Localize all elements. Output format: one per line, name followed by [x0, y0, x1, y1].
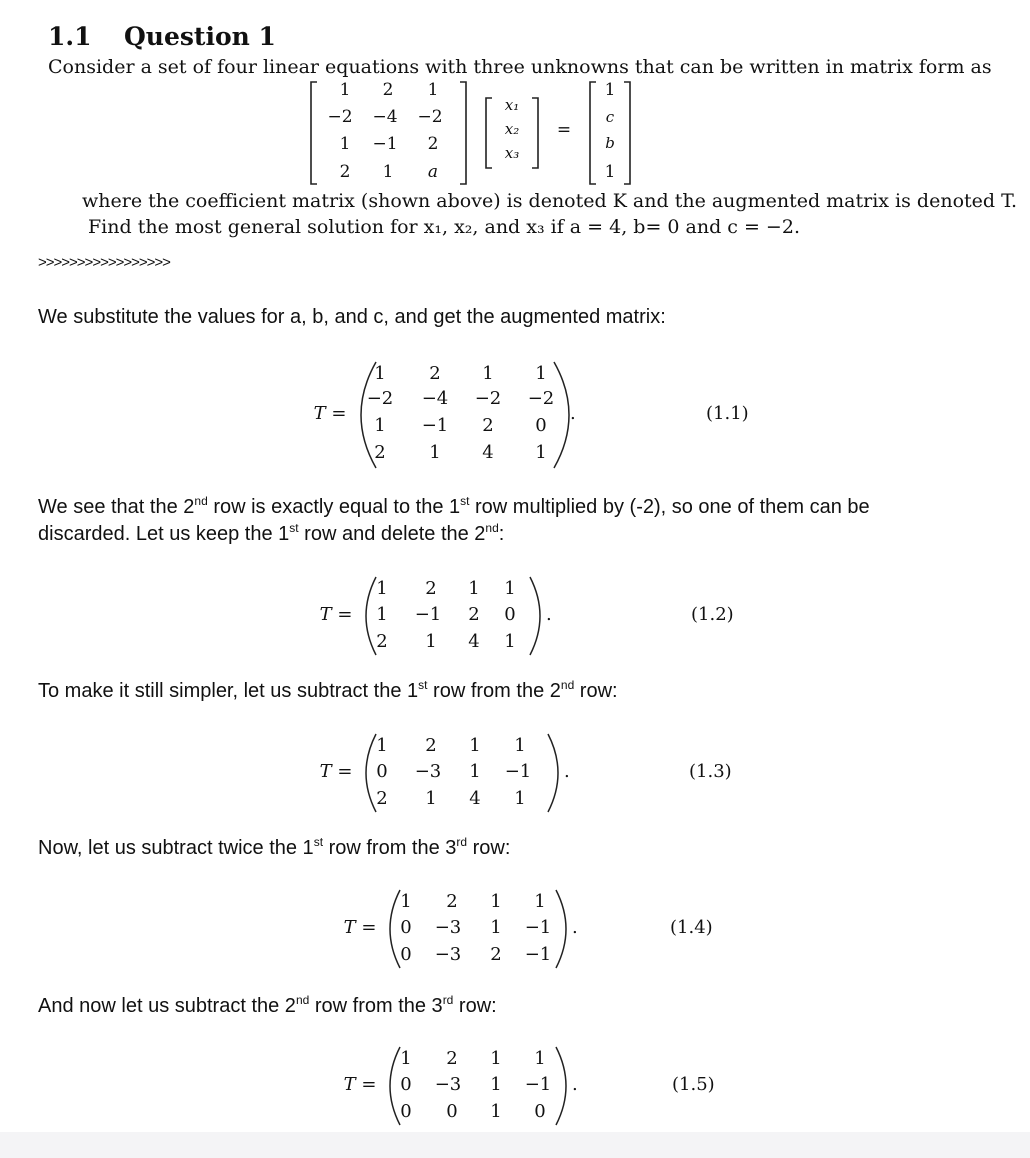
matrix-cell: 1 — [376, 578, 388, 599]
equation — [300, 1046, 1020, 1126]
matrix-period: . — [572, 917, 578, 938]
step-text-part: : — [498, 523, 505, 545]
k-cell: −2 — [417, 107, 443, 127]
equation-lhs: T = — [343, 1074, 377, 1095]
equation — [300, 889, 1020, 969]
x-cell: x₂ — [504, 120, 520, 138]
matrix-cell: 1 — [504, 631, 516, 652]
matrix-cell: 2 — [425, 578, 437, 599]
matrix-cell: −2 — [474, 388, 502, 409]
matrix-cell: −1 — [414, 604, 442, 625]
matrix-cell: 1 — [490, 891, 502, 912]
matrix-period: . — [572, 1074, 578, 1095]
equation-number: (1.4) — [670, 917, 713, 938]
step-text-part: Now, let us subtract twice the 1 — [38, 837, 314, 859]
matrix-cell: 1 — [482, 363, 494, 384]
page-footer-band — [0, 1132, 1030, 1158]
step-text-part: row from the 3 — [323, 837, 457, 859]
matrix-cell: −3 — [414, 761, 442, 782]
matrix-cell: −1 — [421, 415, 449, 436]
matrix-cell: 1 — [534, 1048, 546, 1069]
step-text-part: discarded. Let us keep the 1 — [38, 523, 290, 545]
matrix-cell: −2 — [366, 388, 394, 409]
ordinal-suffix: st — [289, 521, 299, 535]
equation — [300, 360, 1020, 470]
matrix-cell: 0 — [400, 917, 412, 938]
k-cell: 1 — [382, 162, 394, 182]
matrix-cell: 1 — [490, 1074, 502, 1095]
question-find: Find the most general solution for x₁, x₂, and x₃ if a = 4, b= 0 and c = −2. — [88, 216, 800, 238]
matrix-period: . — [570, 403, 576, 424]
step-text-part: We substitute the values for a, b, and c, and get the augmented matrix: — [38, 306, 666, 328]
matrix-cell: 1 — [490, 1101, 502, 1122]
matrix-cell: 0 — [534, 1101, 546, 1122]
step-text-part: To make it still simpler, let us subtract the 1 — [38, 680, 419, 702]
equation-lhs: T = — [319, 604, 353, 625]
matrix-cell: 2 — [482, 415, 494, 436]
step-text-part: row multiplied by (-2), so one of them can be — [469, 496, 870, 518]
matrix-cell: −2 — [527, 388, 555, 409]
matrix-cell: 2 — [468, 604, 480, 625]
step-text-part: row from the 2 — [427, 680, 561, 702]
step-text-part: We see that the 2 — [38, 496, 195, 518]
rhs-cell: 1 — [604, 80, 616, 100]
matrix-cell: 2 — [374, 442, 386, 463]
ordinal-suffix: rd — [442, 993, 454, 1007]
matrix-cell: 0 — [504, 604, 516, 625]
matrix-cell: 2 — [446, 891, 458, 912]
k-cell: a — [427, 162, 439, 182]
step-text-part: row: — [453, 995, 497, 1017]
step-text-part: And now let us subtract the 2 — [38, 995, 296, 1017]
k-cell: −2 — [327, 107, 353, 127]
k-matrix — [300, 76, 660, 188]
step-text-part: row: — [467, 837, 511, 859]
k-cell: 2 — [339, 162, 351, 182]
step-text-part: row from the 3 — [309, 995, 443, 1017]
equation-number: (1.5) — [672, 1074, 715, 1095]
matrix-cell: 1 — [374, 415, 386, 436]
matrix-cell: 1 — [535, 442, 547, 463]
matrix-cell: −3 — [434, 944, 462, 965]
separator: >>>>>>>>>>>>>>>>> — [38, 254, 170, 271]
matrix-cell: 1 — [514, 788, 526, 809]
ordinal-suffix: nd — [194, 494, 208, 508]
equation-number: (1.3) — [689, 761, 732, 782]
rhs-cell: c — [605, 108, 615, 126]
equation-lhs: T = — [319, 761, 353, 782]
matrix-cell: 1 — [400, 891, 412, 912]
matrix-cell: 1 — [504, 578, 516, 599]
ordinal-suffix: st — [418, 678, 428, 692]
equation-number: (1.2) — [691, 604, 734, 625]
step-text — [38, 306, 666, 329]
step-text — [38, 494, 998, 548]
step-text — [38, 995, 497, 1018]
step-text-part: row: — [574, 680, 618, 702]
matrix-cell: 4 — [482, 442, 494, 463]
matrix-cell: 0 — [400, 944, 412, 965]
matrix-cell: 2 — [490, 944, 502, 965]
matrix-period: . — [546, 604, 552, 625]
page-title: Question 1 — [124, 22, 276, 51]
rhs-cell: b — [605, 134, 615, 152]
ordinal-suffix: rd — [456, 835, 468, 849]
matrix-cell: 2 — [425, 735, 437, 756]
k-cell: 1 — [339, 80, 351, 100]
matrix-cell: 1 — [469, 761, 481, 782]
ordinal-suffix: nd — [485, 521, 499, 535]
ordinal-suffix: st — [313, 835, 324, 849]
matrix-cell: −3 — [434, 1074, 462, 1095]
k-cell: −1 — [372, 134, 398, 154]
ordinal-suffix: nd — [560, 678, 575, 692]
matrix-cell: 4 — [469, 788, 481, 809]
matrix-cell: 1 — [376, 735, 388, 756]
k-cell: 2 — [427, 134, 439, 154]
matrix-cell: 1 — [490, 1048, 502, 1069]
matrix-cell: 0 — [446, 1101, 458, 1122]
matrix-period: . — [564, 761, 570, 782]
matrix-cell: −4 — [421, 388, 449, 409]
matrix-cell: −1 — [524, 1074, 552, 1095]
matrix-cell: 1 — [490, 917, 502, 938]
matrix-cell: 1 — [400, 1048, 412, 1069]
k-cell: 2 — [382, 80, 394, 100]
matrix-cell: 0 — [535, 415, 547, 436]
matrix-cell: 1 — [468, 578, 480, 599]
step-text-part: row and delete the 2 — [298, 523, 486, 545]
matrix-cell: 1 — [514, 735, 526, 756]
equation-lhs: T = — [313, 403, 347, 424]
equation-lhs: T = — [343, 917, 377, 938]
matrix-parens — [300, 576, 600, 656]
matrix-cell: 2 — [376, 631, 388, 652]
matrix-cell: 2 — [429, 363, 441, 384]
matrix-cell: 1 — [425, 631, 437, 652]
matrix-cell: 1 — [429, 442, 441, 463]
matrix-cell: 1 — [535, 363, 547, 384]
ordinal-suffix: nd — [295, 993, 310, 1007]
matrix-cell: 1 — [534, 891, 546, 912]
matrix-cell: 0 — [376, 761, 388, 782]
section-number: 1.1 — [48, 22, 92, 51]
matrix-cell: 2 — [446, 1048, 458, 1069]
equals-sign: = — [556, 120, 572, 140]
x-cell: x₃ — [504, 144, 520, 162]
rhs-cell: 1 — [604, 162, 616, 182]
matrix-cell: −1 — [524, 917, 552, 938]
matrix-cell: 1 — [374, 363, 386, 384]
matrix-cell: −3 — [434, 917, 462, 938]
matrix-cell: 0 — [400, 1101, 412, 1122]
k-cell: −4 — [372, 107, 398, 127]
question-where: where the coefficient matrix (shown above) is denoted K and the augmented matrix is denoted T. — [82, 190, 1018, 212]
equation-number: (1.1) — [706, 403, 749, 424]
x-cell: x₁ — [504, 96, 520, 114]
k-cell: 1 — [339, 134, 351, 154]
k-cell: 1 — [427, 80, 439, 100]
matrix-cell: 4 — [468, 631, 480, 652]
matrix-cell: −1 — [524, 944, 552, 965]
equation — [300, 576, 1020, 656]
matrix-cell: 1 — [425, 788, 437, 809]
matrix-parens — [300, 360, 600, 470]
question-intro: Consider a set of four linear equations with three unknowns that can be written in matrix form as — [48, 56, 992, 78]
step-text — [38, 680, 618, 703]
matrix-cell: 1 — [469, 735, 481, 756]
matrix-cell: 2 — [376, 788, 388, 809]
matrix-cell: 0 — [400, 1074, 412, 1095]
matrix-parens — [300, 733, 600, 813]
matrix-cell: −1 — [504, 761, 532, 782]
ordinal-suffix: st — [460, 494, 470, 508]
matrix-cell: 1 — [376, 604, 388, 625]
equation — [300, 733, 1020, 813]
step-text — [38, 837, 510, 860]
step-text-part: row is exactly equal to the 1 — [207, 496, 461, 518]
